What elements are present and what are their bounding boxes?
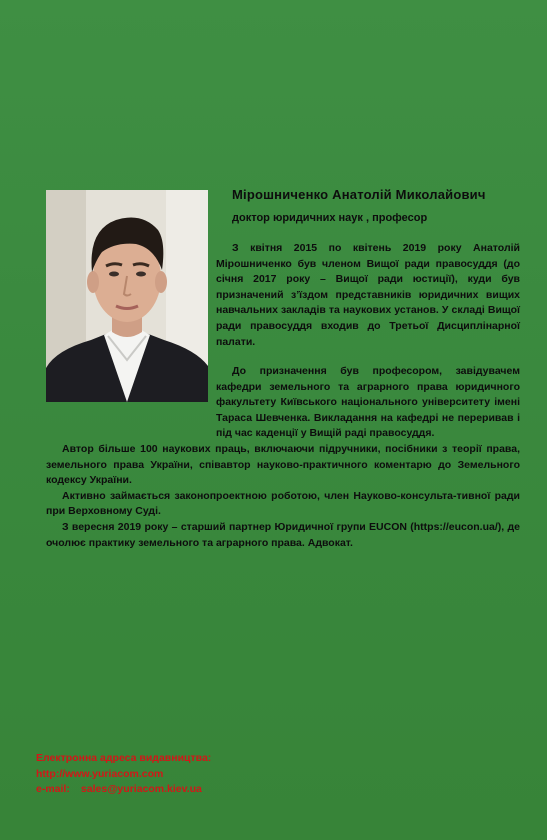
- bio-paragraph: З квітня 2015 по квітень 2019 року Анатолій Мірошниченко був членом Вищої ради правосуддя (до січня 2017 року – Вищої ради юстиції), куди був призначений з’їздом представників юридичних вищих навчальних закладів та наукових установ. У складі Вищої ради правосуддя входив до Третьої Дисциплінарної палати.: [216, 242, 520, 348]
- publisher-email-row: [36, 782, 211, 798]
- email-label: e-mail:: [36, 783, 70, 796]
- bio-paragraph: До призначення був професором, завідувачем кафедри земельного та аграрного права юридичного факультету Київського національного університету імені Тараса Шевченка. Викладання на кафедрі не переривав і під час каденції у Вищій раді правосуддя.: [216, 365, 520, 440]
- publisher-email[interactable]: sales@yuriacom.kiev.ua: [80, 783, 202, 796]
- publisher-url[interactable]: http://www.yuriacom.com: [36, 767, 164, 780]
- bio-bottom-block: [46, 364, 520, 551]
- author-title: доктор юридичних наук , професор: [232, 212, 428, 224]
- bio-paragraph: Активно займається законопроектною роботою, член Науково-консульта-тивної ради при Верховному Суді.: [46, 489, 520, 518]
- publisher-heading: Електронна адреса видавництва:: [36, 752, 212, 764]
- bio-paragraph: З вересня 2019 року – старший партнер Юридичної групи EUCON (https://eucon.ua/), де очолює практику земельного та аграрного права. Адвокат.: [46, 520, 520, 549]
- author-name: Мірошниченко Анатолій Миколайович: [232, 187, 486, 202]
- bio-paragraph: Автор більше 100 наукових праць, включаючи підручники, посібники з теорії права, земельного права України, співавтор науково-практичного коментарю до Земельного кодексу України.: [46, 442, 520, 487]
- publisher-contacts: [36, 751, 211, 798]
- bio-top-block: [216, 241, 520, 350]
